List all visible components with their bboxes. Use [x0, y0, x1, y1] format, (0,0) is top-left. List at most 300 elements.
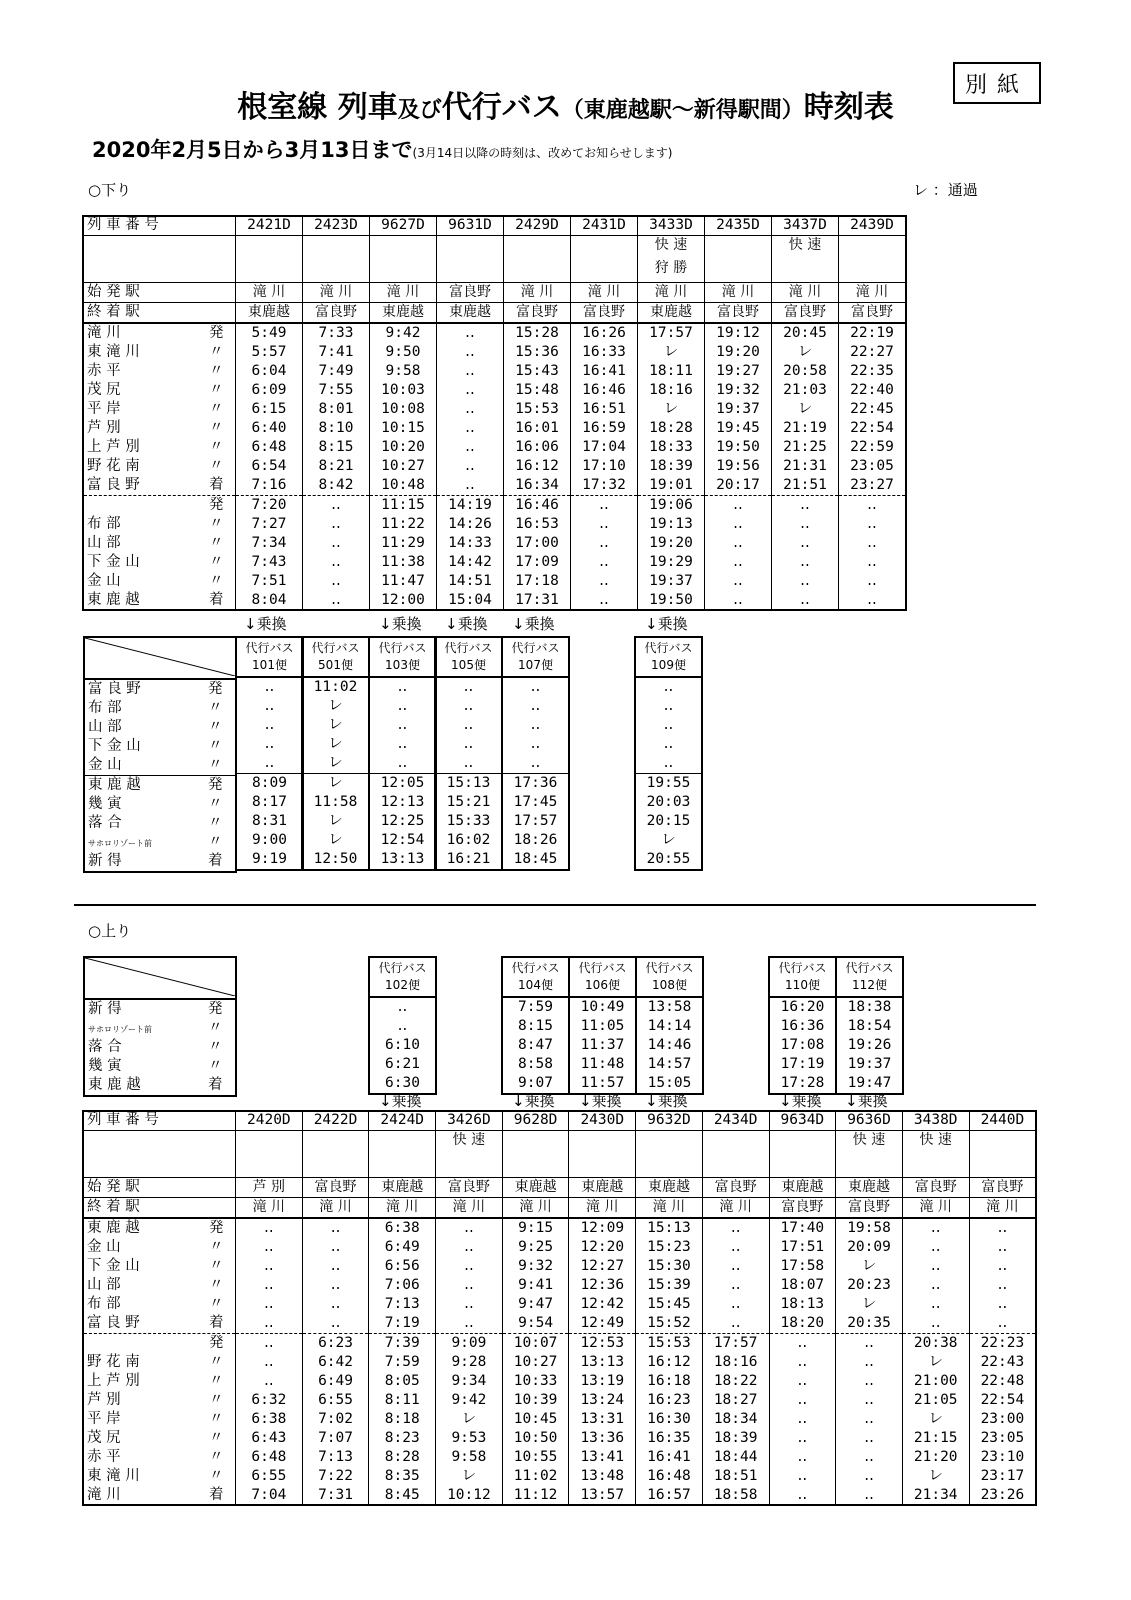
time-cell: 9:47	[502, 1295, 569, 1314]
train-type: 快 速	[638, 236, 705, 256]
bus-time: ‥	[663, 717, 674, 733]
train-number-label: 列 車 番 号	[84, 216, 236, 236]
bus-name: 代行バス	[245, 641, 294, 655]
time-cell: 23:05	[969, 1429, 1036, 1448]
time-cell: 17:51	[769, 1238, 836, 1257]
bus-time: 15:05	[647, 1075, 692, 1091]
station-name: 茂 尻	[87, 381, 121, 398]
train-number: 2430D	[569, 1111, 636, 1131]
train-name: 狩 勝	[638, 255, 705, 283]
time-cell: 10:45	[502, 1410, 569, 1429]
bus-header	[636, 638, 701, 678]
arr-dep-mark: 着	[208, 1077, 223, 1093]
time-cell: 23:05	[839, 457, 906, 476]
time-cell: ‥	[302, 1295, 369, 1314]
time-cell: 17:09	[504, 553, 571, 572]
blank-cell	[84, 1131, 236, 1151]
bus-number: 112便	[852, 978, 887, 992]
origin-station: 滝 川	[303, 283, 370, 303]
station-name: 新 得	[88, 1001, 122, 1017]
time-cell: 16:18	[636, 1372, 703, 1391]
time-cell: 10:39	[502, 1391, 569, 1410]
station-name: 落 合	[88, 815, 122, 831]
station-cell	[84, 457, 236, 476]
time-cell: 9:54	[502, 1314, 569, 1334]
time-cell: 18:39	[702, 1429, 769, 1448]
time-cell: ‥	[839, 515, 906, 534]
time-cell: 12:20	[569, 1238, 636, 1257]
bus-time: ‥	[463, 717, 474, 733]
time-cell: ‥	[303, 572, 370, 591]
timetable-row	[84, 1295, 1036, 1314]
time-cell: ‥	[437, 381, 504, 400]
time-cell: 9:42	[436, 1391, 503, 1410]
time-cell: 22:45	[839, 400, 906, 419]
time-cell: ‥	[437, 419, 504, 438]
bus-time: ‥	[663, 679, 674, 695]
arr-dep-mark: 〃	[209, 1448, 224, 1465]
time-cell: ‥	[436, 1314, 503, 1334]
bus-time: レ	[328, 736, 343, 752]
dest-row	[84, 1198, 1036, 1219]
origin-station: 富良野	[437, 283, 504, 303]
time-cell: ‥	[437, 323, 504, 343]
dest-station: 東鹿越	[638, 303, 705, 324]
train-name	[369, 1150, 436, 1178]
dest-station: 滝 川	[902, 1198, 969, 1219]
time-cell: ‥	[236, 1218, 303, 1238]
bus-time: 9:07	[518, 1075, 553, 1091]
origin-station: 滝 川	[571, 283, 638, 303]
time-cell: 15:30	[636, 1257, 703, 1276]
time-cell: 6:56	[369, 1257, 436, 1276]
station-cell	[84, 381, 236, 400]
time-cell: 6:55	[302, 1391, 369, 1410]
bus-station-row	[85, 814, 235, 833]
time-cell: 19:32	[705, 381, 772, 400]
time-cell: 7:51	[236, 572, 303, 591]
bus-time: ‥	[463, 698, 474, 714]
station-name: 山 部	[88, 719, 122, 735]
bus-header	[370, 638, 435, 678]
time-cell: 21:51	[772, 476, 839, 496]
station-name: サホロリゾート前	[88, 1025, 152, 1034]
time-cell: 18:16	[638, 381, 705, 400]
section-divider	[74, 904, 1036, 906]
arr-dep-mark: 〃	[209, 438, 224, 455]
time-cell: 14:19	[437, 496, 504, 516]
bus-column	[768, 956, 837, 1095]
bus-time: 6:21	[385, 1056, 420, 1072]
train-type	[303, 236, 370, 256]
time-cell: レ	[902, 1353, 969, 1372]
arr-dep-mark: 〃	[209, 381, 224, 398]
station-cell	[84, 323, 236, 343]
bus-time: 19:47	[847, 1075, 892, 1091]
time-cell: ‥	[437, 457, 504, 476]
time-cell: 18:16	[702, 1353, 769, 1372]
train-name	[702, 1150, 769, 1178]
time-cell: 19:20	[705, 343, 772, 362]
arr-dep-mark: 〃	[209, 1257, 224, 1274]
origin-station: 東鹿越	[369, 1178, 436, 1198]
station-name: 東 滝 川	[87, 1467, 140, 1484]
train-number: 9631D	[437, 216, 504, 236]
bus-column	[368, 636, 437, 871]
time-cell: 8:42	[303, 476, 370, 496]
bus-time: ‥	[530, 717, 541, 733]
bus-time: ‥	[264, 717, 275, 733]
bus-column	[635, 956, 704, 1095]
bus-time: ‥	[264, 755, 275, 771]
origin-row	[84, 1178, 1036, 1198]
station-cell	[84, 1334, 236, 1354]
bus-time: 17:45	[513, 794, 558, 810]
time-cell: ‥	[902, 1257, 969, 1276]
bus-column	[368, 956, 437, 1095]
time-cell: 7:16	[236, 476, 303, 496]
transfer-arrow: ↓乗換	[445, 615, 488, 633]
origin-station: 滝 川	[236, 283, 303, 303]
time-cell: ‥	[836, 1372, 903, 1391]
time-cell: 7:20	[236, 496, 303, 516]
bus-column	[501, 636, 570, 871]
bus-time: 11:02	[313, 679, 358, 695]
train-number: 2422D	[302, 1111, 369, 1131]
time-cell: 6:48	[236, 1448, 303, 1467]
time-cell: 18:20	[769, 1314, 836, 1334]
train-name	[902, 1150, 969, 1178]
time-cell: ‥	[969, 1238, 1036, 1257]
station-name: 山 部	[87, 1276, 121, 1293]
arr-dep-mark: 〃	[209, 1276, 224, 1293]
bus-time: 14:46	[647, 1037, 692, 1053]
arr-dep-mark: 着	[209, 476, 224, 493]
time-cell: 13:41	[569, 1448, 636, 1467]
time-cell: 21:15	[902, 1429, 969, 1448]
time-cell: 18:28	[638, 419, 705, 438]
timetable-row	[84, 1429, 1036, 1448]
time-cell: 17:31	[504, 591, 571, 610]
time-cell: 10:12	[436, 1486, 503, 1505]
bus-time: 17:28	[780, 1075, 825, 1091]
bus-time: 18:26	[513, 832, 558, 848]
bus-time: 6:10	[385, 1037, 420, 1053]
bus-number: 110便	[785, 978, 820, 992]
time-cell: 18:11	[638, 362, 705, 381]
bus-station-row	[85, 1057, 235, 1076]
station-cell	[84, 591, 236, 610]
origin-station: 滝 川	[772, 283, 839, 303]
time-cell: 15:39	[636, 1276, 703, 1295]
time-cell: 7:39	[369, 1334, 436, 1354]
bus-time: 18:38	[847, 999, 892, 1015]
station-cell	[84, 572, 236, 591]
time-cell: ‥	[436, 1276, 503, 1295]
timetable-row	[84, 419, 906, 438]
bus-station-row	[85, 833, 235, 852]
time-cell: ‥	[436, 1218, 503, 1238]
time-cell: ‥	[969, 1257, 1036, 1276]
origin-label: 始 発 駅	[84, 283, 236, 303]
time-cell: 9:28	[436, 1353, 503, 1372]
station-cell	[84, 1372, 236, 1391]
time-cell: ‥	[836, 1486, 903, 1505]
bus-time: ‥	[397, 698, 408, 714]
bus-time: ‥	[463, 679, 474, 695]
station-cell	[84, 553, 236, 572]
bus-time: ‥	[264, 736, 275, 752]
bus-column	[835, 956, 904, 1095]
station-cell	[84, 1391, 236, 1410]
arr-dep-mark: 発	[209, 496, 224, 513]
timetable-row	[84, 362, 906, 381]
time-cell: ‥	[436, 1295, 503, 1314]
time-cell: ‥	[571, 534, 638, 553]
bus-station-row	[85, 852, 235, 871]
transfer-arrow: ↓乗換	[779, 1092, 822, 1110]
timetable-row	[84, 1276, 1036, 1295]
time-cell: 21:20	[902, 1448, 969, 1467]
time-cell: ‥	[769, 1353, 836, 1372]
time-cell: ‥	[839, 591, 906, 610]
time-cell: 15:45	[636, 1295, 703, 1314]
time-cell: ‥	[836, 1448, 903, 1467]
time-cell: 22:48	[969, 1372, 1036, 1391]
station-name: 富 良 野	[87, 1314, 140, 1331]
time-cell: 12:42	[569, 1295, 636, 1314]
time-cell: 6:38	[369, 1218, 436, 1238]
bus-time: 16:36	[780, 1018, 825, 1034]
train-type	[369, 1131, 436, 1151]
station-name: 赤 平	[87, 362, 121, 379]
time-cell: 10:33	[502, 1372, 569, 1391]
timetable-row	[84, 1448, 1036, 1467]
timetable-row	[84, 438, 906, 457]
time-cell: ‥	[769, 1372, 836, 1391]
train-name	[504, 255, 571, 283]
time-cell: 7:27	[236, 515, 303, 534]
bus-time: 8:09	[237, 773, 302, 793]
arr-dep-mark: 着	[209, 591, 224, 608]
bus-name: 代行バス	[578, 961, 627, 975]
time-cell: ‥	[836, 1410, 903, 1429]
timetable-row	[84, 1391, 1036, 1410]
train-number: 9627D	[370, 216, 437, 236]
time-cell: ‥	[969, 1218, 1036, 1238]
train-number-label: 列 車 番 号	[84, 1111, 236, 1131]
arr-dep-mark: 〃	[209, 457, 224, 474]
arr-dep-mark: 〃	[209, 1372, 224, 1389]
time-cell: 7:34	[236, 534, 303, 553]
time-cell: ‥	[302, 1218, 369, 1238]
time-cell: ‥	[772, 515, 839, 534]
time-cell: ‥	[772, 591, 839, 610]
arr-dep-mark: 発	[208, 681, 223, 697]
timetable-row	[84, 515, 906, 534]
time-cell: 6:43	[236, 1429, 303, 1448]
time-cell: ‥	[969, 1276, 1036, 1295]
station-cell	[84, 1429, 236, 1448]
time-cell: 13:13	[569, 1353, 636, 1372]
time-cell: 20:58	[772, 362, 839, 381]
time-cell: 8:21	[303, 457, 370, 476]
train-number: 3438D	[902, 1111, 969, 1131]
dest-station: 富良野	[705, 303, 772, 324]
station-name: 上 芦 別	[87, 1372, 140, 1389]
station-cell	[84, 1314, 236, 1334]
time-cell: ‥	[236, 1276, 303, 1295]
bus-header	[303, 638, 368, 678]
time-cell: 20:09	[836, 1238, 903, 1257]
bus-number: 108便	[652, 978, 687, 992]
time-cell: 19:37	[638, 572, 705, 591]
transfer-arrow: ↓乗換	[379, 615, 422, 633]
time-cell: 22:23	[969, 1334, 1036, 1354]
origin-station: 滝 川	[705, 283, 772, 303]
train-name	[769, 1150, 836, 1178]
time-cell: 22:40	[839, 381, 906, 400]
time-cell: 7:55	[303, 381, 370, 400]
time-cell: 8:28	[369, 1448, 436, 1467]
time-cell: 15:53	[504, 400, 571, 419]
bus-column	[501, 956, 570, 1095]
bus-time: 8:17	[252, 794, 287, 810]
train-number: 9634D	[769, 1111, 836, 1131]
bus-header	[503, 958, 568, 998]
time-cell: 23:00	[969, 1410, 1036, 1429]
bus-station-row	[85, 1076, 235, 1095]
time-cell: 11:38	[370, 553, 437, 572]
time-cell: 17:32	[571, 476, 638, 496]
time-cell: ‥	[236, 1372, 303, 1391]
bus-time: 19:55	[636, 773, 701, 793]
train-type	[839, 236, 906, 256]
train-type	[302, 1131, 369, 1151]
time-cell: 19:12	[705, 323, 772, 343]
time-cell: 16:53	[504, 515, 571, 534]
time-cell: 16:34	[504, 476, 571, 496]
bus-time: 12:05	[370, 773, 435, 793]
bus-time: 16:02	[446, 832, 491, 848]
train-name	[437, 255, 504, 283]
time-cell: 6:49	[302, 1372, 369, 1391]
bus-number: 101便	[252, 658, 287, 672]
bus-time: 12:25	[380, 813, 425, 829]
bus-column	[301, 636, 370, 871]
time-cell: 23:17	[969, 1467, 1036, 1486]
title-oyobi: 及び	[397, 98, 442, 123]
time-cell: ‥	[705, 496, 772, 516]
origin-station: 東鹿越	[502, 1178, 569, 1198]
train-name	[839, 255, 906, 283]
train-type: 快 速	[836, 1131, 903, 1151]
page-title	[0, 82, 1131, 126]
arr-dep-mark: 〃	[209, 515, 224, 532]
bus-time: 11:05	[580, 1018, 625, 1034]
dest-station: 東鹿越	[370, 303, 437, 324]
timetable-row	[84, 1410, 1036, 1429]
bus-number: 103便	[385, 658, 420, 672]
time-cell: 15:28	[504, 323, 571, 343]
time-cell: 8:04	[236, 591, 303, 610]
time-cell: 6:23	[302, 1334, 369, 1354]
station-name: 布 部	[88, 700, 122, 716]
time-cell: 16:46	[504, 496, 571, 516]
time-cell: 5:49	[236, 323, 303, 343]
station-name: 布 部	[87, 1295, 121, 1312]
arr-dep-mark: 発	[209, 324, 224, 341]
bus-header	[436, 638, 501, 678]
arr-dep-mark: 着	[209, 1314, 224, 1331]
time-cell: ‥	[769, 1334, 836, 1354]
time-cell: 10:07	[502, 1334, 569, 1354]
train-number-row	[84, 216, 906, 236]
timetable-row	[84, 496, 906, 516]
station-name: 下 金 山	[88, 738, 141, 754]
time-cell: 7:59	[369, 1353, 436, 1372]
time-cell: 11:15	[370, 496, 437, 516]
time-cell: 10:27	[502, 1353, 569, 1372]
bus-time: 13:13	[380, 851, 425, 867]
time-cell: 21:03	[772, 381, 839, 400]
timetable-row	[84, 476, 906, 496]
time-cell: 18:07	[769, 1276, 836, 1295]
time-cell: 21:31	[772, 457, 839, 476]
train-type	[636, 1131, 703, 1151]
time-cell: 18:34	[702, 1410, 769, 1429]
station-name: 上 芦 別	[87, 438, 140, 455]
time-cell: 7:31	[302, 1486, 369, 1505]
time-cell: 19:50	[638, 591, 705, 610]
time-cell: ‥	[437, 476, 504, 496]
time-cell: 9:09	[436, 1334, 503, 1354]
bus-time: 11:48	[580, 1056, 625, 1072]
time-cell: 9:42	[370, 323, 437, 343]
time-cell: 18:44	[702, 1448, 769, 1467]
dest-station: 滝 川	[969, 1198, 1036, 1219]
bus-station-row	[85, 1000, 235, 1019]
bus-station-row	[85, 756, 235, 775]
train-number: 2434D	[702, 1111, 769, 1131]
legend-pass: レ ：通過	[913, 181, 978, 199]
train-type	[502, 1131, 569, 1151]
time-cell: 17:57	[702, 1334, 769, 1354]
time-cell: ‥	[436, 1238, 503, 1257]
bus-station-row	[85, 699, 235, 718]
train-number: 2420D	[236, 1111, 303, 1131]
time-cell: 21:19	[772, 419, 839, 438]
transfer-arrow: ↓乗換	[645, 615, 688, 633]
time-cell: 18:58	[702, 1486, 769, 1505]
bus-name: 代行バス	[511, 641, 560, 655]
time-cell: レ	[638, 400, 705, 419]
time-cell: ‥	[705, 572, 772, 591]
train-name	[705, 255, 772, 283]
arr-dep-mark: 〃	[209, 572, 224, 589]
time-cell: ‥	[702, 1314, 769, 1334]
time-cell: ‥	[769, 1410, 836, 1429]
dest-station: 滝 川	[502, 1198, 569, 1219]
dest-label: 終 着 駅	[84, 1198, 236, 1219]
bus-time: 11:37	[580, 1037, 625, 1053]
time-cell: 20:35	[836, 1314, 903, 1334]
time-cell: ‥	[836, 1429, 903, 1448]
time-cell: 22:27	[839, 343, 906, 362]
time-cell: ‥	[772, 572, 839, 591]
train-name-row	[84, 255, 906, 283]
time-cell: 10:15	[370, 419, 437, 438]
